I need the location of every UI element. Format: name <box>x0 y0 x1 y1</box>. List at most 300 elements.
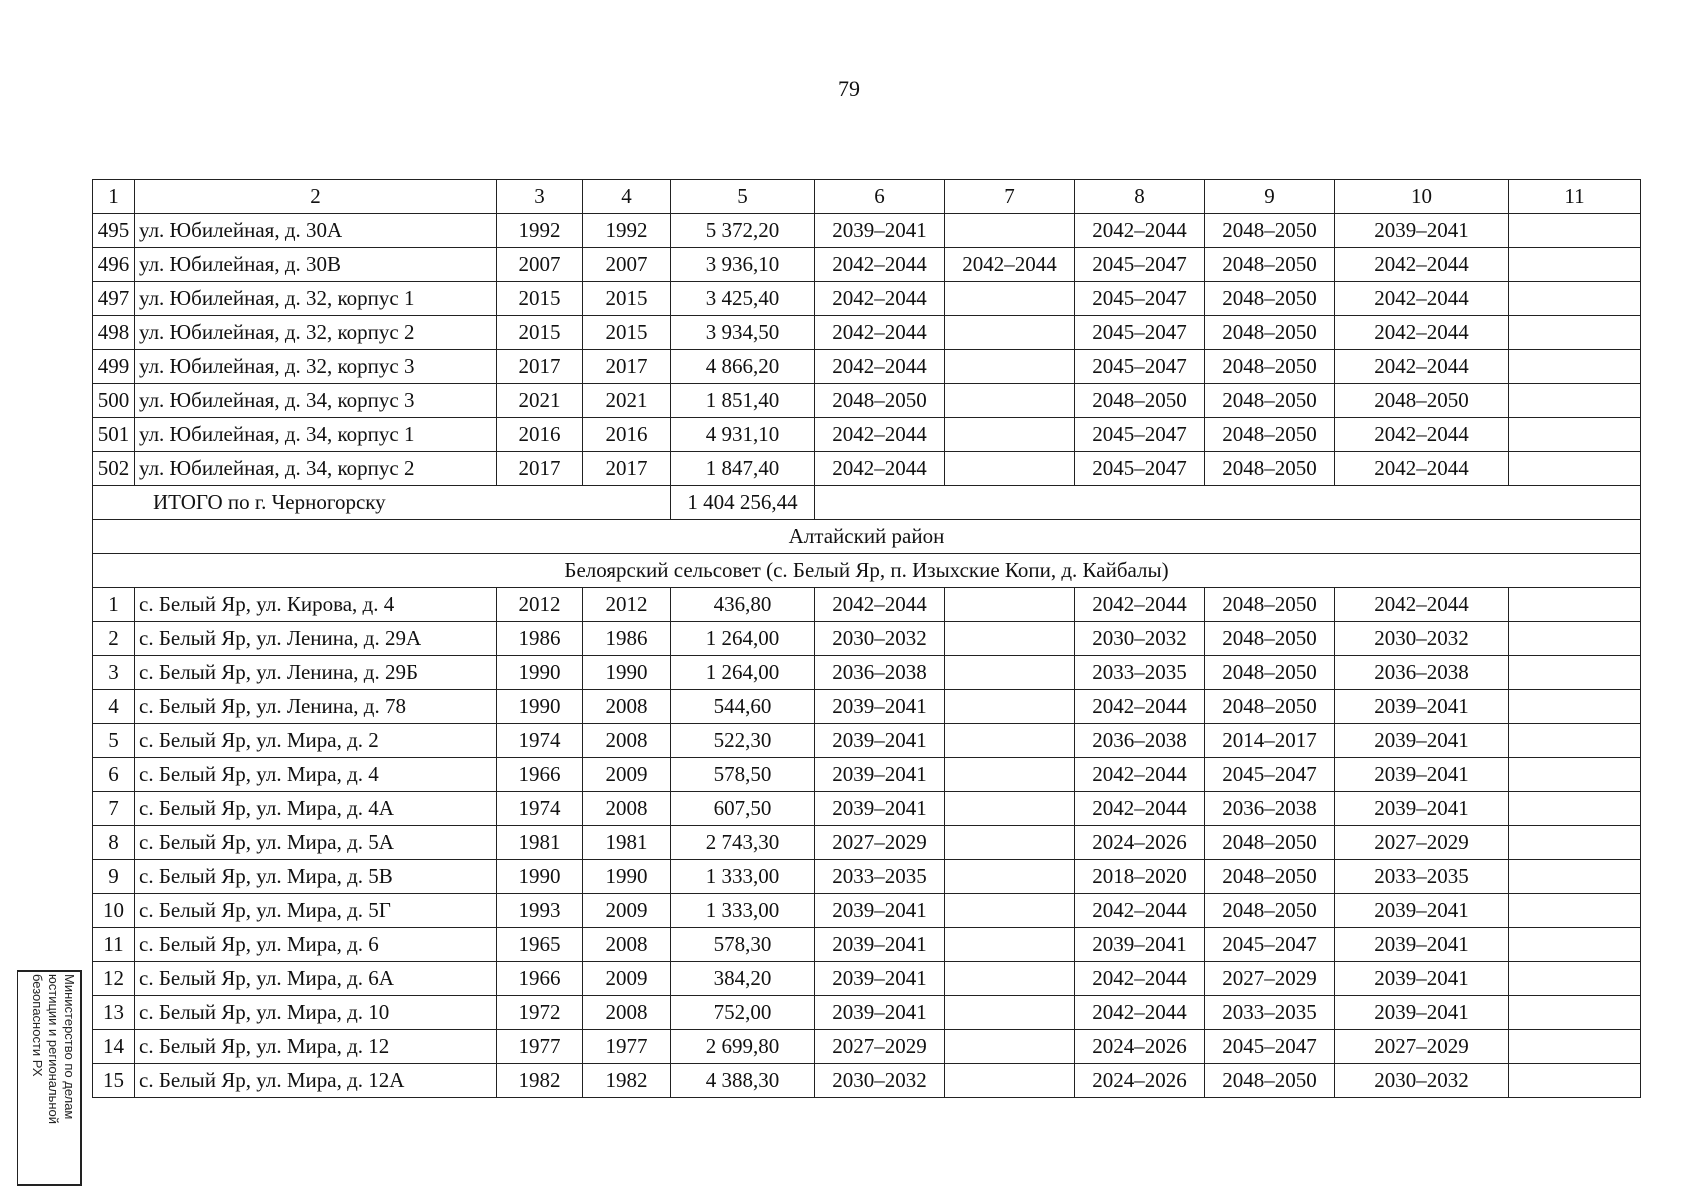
table-cell: 384,20 <box>671 962 815 996</box>
table-cell: 496 <box>93 248 135 282</box>
table-cell: 2042–2044 <box>945 248 1075 282</box>
table-cell: 2045–2047 <box>1075 452 1205 486</box>
council-row <box>93 554 1641 588</box>
table-cell: 2018–2020 <box>1075 860 1205 894</box>
table-cell: 1 <box>93 588 135 622</box>
table-cell: 2036–2038 <box>1205 792 1335 826</box>
table-cell: 3 <box>93 656 135 690</box>
table-cell: 2042–2044 <box>815 588 945 622</box>
table-cell: 499 <box>93 350 135 384</box>
table-cell: с. Белый Яр, ул. Ленина, д. 29А <box>135 622 497 656</box>
table-cell <box>1509 928 1641 962</box>
table-cell: с. Белый Яр, ул. Мира, д. 12 <box>135 1030 497 1064</box>
table-cell <box>945 622 1075 656</box>
table-row <box>93 214 1641 248</box>
table-cell: 2016 <box>583 418 671 452</box>
table-cell: ул. Юбилейная, д. 30В <box>135 248 497 282</box>
table-cell: 2015 <box>497 316 583 350</box>
table-cell <box>1509 214 1641 248</box>
table-cell: 4 <box>93 690 135 724</box>
table-cell <box>1509 996 1641 1030</box>
table-cell: с. Белый Яр, ул. Мира, д. 6А <box>135 962 497 996</box>
table-cell: 522,30 <box>671 724 815 758</box>
table-cell: 1990 <box>497 656 583 690</box>
table-cell: 2015 <box>497 282 583 316</box>
table-cell: с. Белый Яр, ул. Ленина, д. 78 <box>135 690 497 724</box>
page-number: 79 <box>838 76 860 101</box>
header-cell: 2 <box>135 180 497 214</box>
table-cell: 2048–2050 <box>1205 894 1335 928</box>
table-cell: 2042–2044 <box>1075 758 1205 792</box>
table-cell: 497 <box>93 282 135 316</box>
table-cell: 2008 <box>583 724 671 758</box>
table-cell: 1966 <box>497 962 583 996</box>
table-cell: 2008 <box>583 792 671 826</box>
table-cell: 4 866,20 <box>671 350 815 384</box>
table-cell: 2039–2041 <box>815 758 945 792</box>
table-cell: 2048–2050 <box>1205 384 1335 418</box>
table-cell: 2033–2035 <box>815 860 945 894</box>
table-cell: 2042–2044 <box>1075 690 1205 724</box>
table-cell: 1986 <box>497 622 583 656</box>
table-cell: 2033–2035 <box>1205 996 1335 1030</box>
table-cell: 2048–2050 <box>1205 452 1335 486</box>
table-cell: с. Белый Яр, ул. Мира, д. 5Г <box>135 894 497 928</box>
table-cell: Алтайский район <box>93 520 1641 554</box>
table-cell: 1 404 256,44 <box>671 486 815 520</box>
table-cell <box>945 928 1075 962</box>
table-cell: 2048–2050 <box>1205 350 1335 384</box>
table-cell: с. Белый Яр, ул. Мира, д. 2 <box>135 724 497 758</box>
table-cell: 4 931,10 <box>671 418 815 452</box>
table-cell: 1 333,00 <box>671 860 815 894</box>
table-cell: ул. Юбилейная, д. 32, корпус 1 <box>135 282 497 316</box>
table-cell: 6 <box>93 758 135 792</box>
table-cell: 2030–2032 <box>815 622 945 656</box>
table-cell: 2045–2047 <box>1205 928 1335 962</box>
table-cell: 2039–2041 <box>815 724 945 758</box>
table-cell: 8 <box>93 826 135 860</box>
table-cell: 2008 <box>583 690 671 724</box>
table-cell: 2017 <box>583 350 671 384</box>
table-cell: 2048–2050 <box>1205 690 1335 724</box>
table-cell: 502 <box>93 452 135 486</box>
table-cell <box>1509 894 1641 928</box>
header-cell: 6 <box>815 180 945 214</box>
table-cell: 2048–2050 <box>1205 316 1335 350</box>
table-cell: 2030–2032 <box>1335 622 1509 656</box>
table-cell: 2036–2038 <box>1075 724 1205 758</box>
table-cell: ул. Юбилейная, д. 34, корпус 1 <box>135 418 497 452</box>
table-row <box>93 860 1641 894</box>
table-cell: 2045–2047 <box>1205 1030 1335 1064</box>
table-cell: 2 743,30 <box>671 826 815 860</box>
table-cell: 1966 <box>497 758 583 792</box>
table-cell: 752,00 <box>671 996 815 1030</box>
table-cell: 1977 <box>583 1030 671 1064</box>
table-cell: 2024–2026 <box>1075 1030 1205 1064</box>
table-cell: 2042–2044 <box>1335 588 1509 622</box>
table-cell: 1981 <box>583 826 671 860</box>
table-cell <box>1509 350 1641 384</box>
table-cell: 2012 <box>497 588 583 622</box>
table-cell <box>1509 860 1641 894</box>
table-cell: 2007 <box>497 248 583 282</box>
table-cell: 2048–2050 <box>1205 622 1335 656</box>
table-cell <box>1509 384 1641 418</box>
table-cell <box>945 996 1075 1030</box>
table-cell: 1974 <box>497 792 583 826</box>
header-cell: 7 <box>945 180 1075 214</box>
table-cell: 544,60 <box>671 690 815 724</box>
table-cell: 2042–2044 <box>815 350 945 384</box>
table-cell <box>945 826 1075 860</box>
table-cell: 9 <box>93 860 135 894</box>
stamp-line: безопасности РХ <box>30 974 45 1077</box>
total-row <box>93 486 1641 520</box>
table-cell: 1 851,40 <box>671 384 815 418</box>
table-row <box>93 588 1641 622</box>
table-cell: 500 <box>93 384 135 418</box>
table-cell: 2042–2044 <box>1075 996 1205 1030</box>
table-cell: 10 <box>93 894 135 928</box>
table-cell: 2048–2050 <box>1205 1064 1335 1098</box>
table-cell <box>1509 452 1641 486</box>
table-cell: 1 264,00 <box>671 622 815 656</box>
header-cell: 1 <box>93 180 135 214</box>
table-cell: 2048–2050 <box>1205 214 1335 248</box>
table-cell: 2048–2050 <box>1205 588 1335 622</box>
table-cell: 2039–2041 <box>815 894 945 928</box>
table-cell: Белоярский сельсовет (с. Белый Яр, п. Изыхские Копи, д. Кайбалы) <box>93 554 1641 588</box>
table-cell: 2042–2044 <box>1075 588 1205 622</box>
table-cell <box>945 350 1075 384</box>
table-row <box>93 724 1641 758</box>
table-cell: 2042–2044 <box>1335 316 1509 350</box>
table-cell: 2039–2041 <box>1335 214 1509 248</box>
table-cell: 2039–2041 <box>1335 758 1509 792</box>
table-cell <box>1509 1030 1641 1064</box>
table-cell: 1990 <box>583 860 671 894</box>
table-cell: 2039–2041 <box>1335 928 1509 962</box>
table-cell <box>945 418 1075 452</box>
table-cell <box>945 894 1075 928</box>
table-row <box>93 384 1641 418</box>
table-cell: 1 333,00 <box>671 894 815 928</box>
header-row <box>93 180 1641 214</box>
table-cell <box>1509 724 1641 758</box>
table-cell <box>945 1030 1075 1064</box>
table-cell <box>945 316 1075 350</box>
table-cell: 2 <box>93 622 135 656</box>
table-cell: 2039–2041 <box>815 792 945 826</box>
table-cell <box>1509 690 1641 724</box>
table-cell <box>945 962 1075 996</box>
table-cell <box>945 588 1075 622</box>
table-cell: ул. Юбилейная, д. 32, корпус 3 <box>135 350 497 384</box>
table-cell: 436,80 <box>671 588 815 622</box>
district-row <box>93 520 1641 554</box>
table-cell: 2027–2029 <box>1335 1030 1509 1064</box>
table-row <box>93 418 1641 452</box>
table-cell: 2039–2041 <box>1335 996 1509 1030</box>
table-cell: с. Белый Яр, ул. Мира, д. 4А <box>135 792 497 826</box>
table-cell: 2017 <box>497 452 583 486</box>
table-cell: 2009 <box>583 894 671 928</box>
table-cell: 1982 <box>497 1064 583 1098</box>
table-body <box>93 180 1641 1098</box>
table-cell: 2042–2044 <box>815 452 945 486</box>
table-cell: 2039–2041 <box>1335 724 1509 758</box>
table-cell: с. Белый Яр, ул. Мира, д. 4 <box>135 758 497 792</box>
table-cell: 2009 <box>583 962 671 996</box>
table-cell: 2048–2050 <box>815 384 945 418</box>
table-cell: 1992 <box>497 214 583 248</box>
table-cell: 2045–2047 <box>1205 758 1335 792</box>
table-row <box>93 622 1641 656</box>
table-cell <box>1509 826 1641 860</box>
table-row <box>93 452 1641 486</box>
table-cell: с. Белый Яр, ул. Мира, д. 10 <box>135 996 497 1030</box>
table-cell: 2014–2017 <box>1205 724 1335 758</box>
table-cell: 2039–2041 <box>815 928 945 962</box>
table-cell <box>1509 316 1641 350</box>
table-cell <box>945 214 1075 248</box>
table-cell: 2048–2050 <box>1205 282 1335 316</box>
table-cell: 14 <box>93 1030 135 1064</box>
table-cell: 2042–2044 <box>1335 452 1509 486</box>
table-row <box>93 656 1641 690</box>
table-row <box>93 826 1641 860</box>
table-cell <box>1509 418 1641 452</box>
table-cell: ул. Юбилейная, д. 32, корпус 2 <box>135 316 497 350</box>
table-cell: 2045–2047 <box>1075 282 1205 316</box>
table-cell: 2007 <box>583 248 671 282</box>
table-cell: 2048–2050 <box>1205 248 1335 282</box>
table-cell: 2045–2047 <box>1075 248 1205 282</box>
table-row <box>93 996 1641 1030</box>
table-cell: 2039–2041 <box>815 690 945 724</box>
table-cell: 1990 <box>497 860 583 894</box>
table-cell: 1993 <box>497 894 583 928</box>
table-cell: с. Белый Яр, ул. Мира, д. 5А <box>135 826 497 860</box>
table-cell <box>1509 962 1641 996</box>
stamp-line: юстиции и региональной <box>46 974 61 1125</box>
table-cell <box>1509 656 1641 690</box>
table-cell: 2039–2041 <box>1335 962 1509 996</box>
table-cell: 15 <box>93 1064 135 1098</box>
table-cell: 11 <box>93 928 135 962</box>
table-cell: 1992 <box>583 214 671 248</box>
table-cell: 2039–2041 <box>1335 894 1509 928</box>
table-cell: 2021 <box>497 384 583 418</box>
table-cell: 1981 <box>497 826 583 860</box>
header-cell: 9 <box>1205 180 1335 214</box>
table-row <box>93 1064 1641 1098</box>
table-cell: с. Белый Яр, ул. Мира, д. 5В <box>135 860 497 894</box>
table-cell: 2027–2029 <box>815 1030 945 1064</box>
table-cell: 2017 <box>497 350 583 384</box>
table-cell: 2 699,80 <box>671 1030 815 1064</box>
table-cell: 2009 <box>583 758 671 792</box>
table-cell: 1965 <box>497 928 583 962</box>
table-cell: с. Белый Яр, ул. Мира, д. 6 <box>135 928 497 962</box>
table-row <box>93 282 1641 316</box>
table-cell: ул. Юбилейная, д. 34, корпус 3 <box>135 384 497 418</box>
table-row <box>93 316 1641 350</box>
table-cell: 2042–2044 <box>1335 350 1509 384</box>
table-cell: 2048–2050 <box>1205 656 1335 690</box>
table-row <box>93 792 1641 826</box>
table-cell: с. Белый Яр, ул. Мира, д. 12А <box>135 1064 497 1098</box>
table-cell: с. Белый Яр, ул. Кирова, д. 4 <box>135 588 497 622</box>
table-cell <box>1509 282 1641 316</box>
table-cell: 2036–2038 <box>815 656 945 690</box>
table-cell: 2042–2044 <box>1335 418 1509 452</box>
table-cell: 2033–2035 <box>1075 656 1205 690</box>
table-cell: 1974 <box>497 724 583 758</box>
table-cell: 2042–2044 <box>815 282 945 316</box>
table-cell: 2042–2044 <box>815 316 945 350</box>
table-cell: ул. Юбилейная, д. 30А <box>135 214 497 248</box>
table-cell: 2042–2044 <box>1335 248 1509 282</box>
table-cell: 2021 <box>583 384 671 418</box>
header-cell: 10 <box>1335 180 1509 214</box>
table-cell: 1972 <box>497 996 583 1030</box>
table-cell: 2015 <box>583 316 671 350</box>
table-cell: 3 934,50 <box>671 316 815 350</box>
table-cell: 3 936,10 <box>671 248 815 282</box>
table-row <box>93 962 1641 996</box>
table-cell: 2015 <box>583 282 671 316</box>
table-cell <box>945 452 1075 486</box>
table-cell: 2030–2032 <box>815 1064 945 1098</box>
table-cell: 1990 <box>497 690 583 724</box>
ministry-stamp-text <box>29 974 77 1184</box>
table-cell: 7 <box>93 792 135 826</box>
table-cell: 1 264,00 <box>671 656 815 690</box>
table-cell: 5 372,20 <box>671 214 815 248</box>
table-cell: 2030–2032 <box>1075 622 1205 656</box>
table-cell: 13 <box>93 996 135 1030</box>
table-cell: 578,50 <box>671 758 815 792</box>
table-cell: 2042–2044 <box>1075 894 1205 928</box>
table-cell <box>945 1064 1075 1098</box>
table-row <box>93 1030 1641 1064</box>
table-cell: с. Белый Яр, ул. Ленина, д. 29Б <box>135 656 497 690</box>
table-cell: 498 <box>93 316 135 350</box>
table-cell: ул. Юбилейная, д. 34, корпус 2 <box>135 452 497 486</box>
table-cell <box>1509 622 1641 656</box>
header-cell: 11 <box>1509 180 1641 214</box>
table-cell: 1 847,40 <box>671 452 815 486</box>
table-cell: 2048–2050 <box>1205 860 1335 894</box>
header-cell: 8 <box>1075 180 1205 214</box>
table-cell: 1977 <box>497 1030 583 1064</box>
table-cell: 2008 <box>583 928 671 962</box>
table-cell <box>1509 248 1641 282</box>
table-cell: 2042–2044 <box>1335 282 1509 316</box>
table-row <box>93 350 1641 384</box>
table-cell <box>945 758 1075 792</box>
table-row <box>93 894 1641 928</box>
table-cell: 2024–2026 <box>1075 1064 1205 1098</box>
table-cell: 2039–2041 <box>1335 792 1509 826</box>
table-row <box>93 928 1641 962</box>
table-row <box>93 758 1641 792</box>
table-cell: 2045–2047 <box>1075 316 1205 350</box>
table-cell: 2048–2050 <box>1075 384 1205 418</box>
table-cell: 2033–2035 <box>1335 860 1509 894</box>
table-cell: 2048–2050 <box>1335 384 1509 418</box>
table-cell: ИТОГО по г. Черногорску <box>93 486 671 520</box>
header-cell: 5 <box>671 180 815 214</box>
stamp-line: Министерство по делам <box>62 974 77 1120</box>
table-cell: 12 <box>93 962 135 996</box>
table-row <box>93 248 1641 282</box>
table-cell: 2008 <box>583 996 671 1030</box>
table-cell: 1986 <box>583 622 671 656</box>
table-cell: 2039–2041 <box>1075 928 1205 962</box>
table-cell: 2027–2029 <box>1335 826 1509 860</box>
table-row <box>93 690 1641 724</box>
table-cell: 2024–2026 <box>1075 826 1205 860</box>
table-cell <box>1509 588 1641 622</box>
table-cell: 2027–2029 <box>1205 962 1335 996</box>
table-cell <box>1509 758 1641 792</box>
table-cell: 501 <box>93 418 135 452</box>
table-cell: 2036–2038 <box>1335 656 1509 690</box>
header-cell: 4 <box>583 180 671 214</box>
table-cell: 2030–2032 <box>1335 1064 1509 1098</box>
table-cell: 5 <box>93 724 135 758</box>
table-cell: 4 388,30 <box>671 1064 815 1098</box>
table-cell <box>945 384 1075 418</box>
table-cell <box>945 724 1075 758</box>
table-cell: 2048–2050 <box>1205 418 1335 452</box>
table-cell: 2045–2047 <box>1075 350 1205 384</box>
table-cell: 2042–2044 <box>1075 792 1205 826</box>
table-cell: 2039–2041 <box>1335 690 1509 724</box>
table-cell: 2042–2044 <box>815 248 945 282</box>
table-cell: 3 425,40 <box>671 282 815 316</box>
table-cell: 2027–2029 <box>815 826 945 860</box>
table-cell: 2017 <box>583 452 671 486</box>
table-cell: 2039–2041 <box>815 996 945 1030</box>
table-cell: 2042–2044 <box>1075 214 1205 248</box>
table-cell: 2016 <box>497 418 583 452</box>
table-cell <box>945 282 1075 316</box>
table-cell: 2045–2047 <box>1075 418 1205 452</box>
table-cell <box>1509 792 1641 826</box>
header-cell: 3 <box>497 180 583 214</box>
table-cell: 495 <box>93 214 135 248</box>
table-cell <box>945 860 1075 894</box>
table-cell: 2039–2041 <box>815 962 945 996</box>
table-cell: 1982 <box>583 1064 671 1098</box>
table-cell <box>1509 1064 1641 1098</box>
table-cell: 2039–2041 <box>815 214 945 248</box>
table-cell <box>945 792 1075 826</box>
table-cell: 578,30 <box>671 928 815 962</box>
table-cell: 607,50 <box>671 792 815 826</box>
table-cell: 2042–2044 <box>815 418 945 452</box>
table-cell <box>945 656 1075 690</box>
table-cell: 2048–2050 <box>1205 826 1335 860</box>
table-cell: 2012 <box>583 588 671 622</box>
table-cell: 2042–2044 <box>1075 962 1205 996</box>
table-cell <box>945 690 1075 724</box>
